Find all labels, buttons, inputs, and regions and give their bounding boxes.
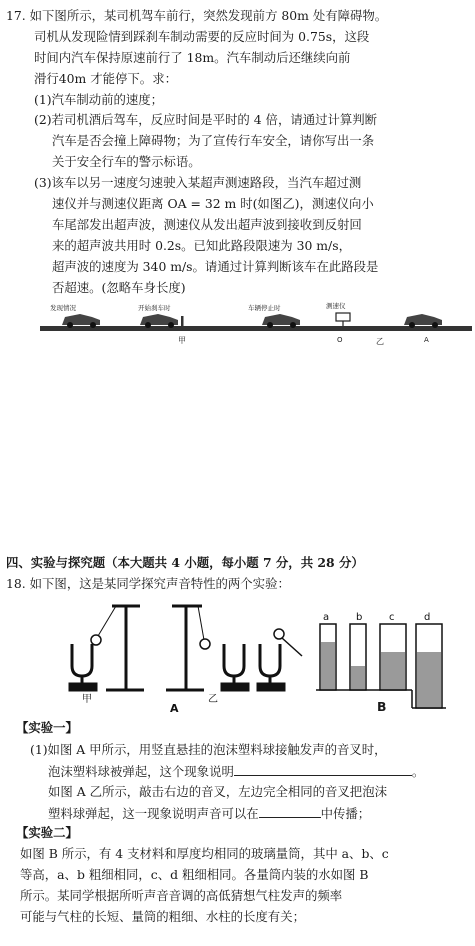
label-brake-start: 开始刹车时 <box>138 304 171 312</box>
cylinder-d <box>416 624 442 708</box>
exp1-line-4-tail: 中传播； <box>320 806 371 821</box>
obstacle-post <box>181 316 184 326</box>
cylinder-label-b: b <box>356 612 363 623</box>
cylinder-b <box>350 624 366 690</box>
q17-subq-1: (1)汽车制动前的速度； <box>34 92 164 107</box>
exp1-line-4-text: 塑料球弹起，这一现象说明声音可以在 <box>48 806 259 821</box>
exp1-title: 【实验一】 <box>16 720 78 735</box>
q17-subq-2: (2)若司机酒后驾车，反应时间是平时的 4 倍，请通过计算判断 <box>34 112 378 127</box>
caption-jia: 甲 <box>178 336 186 345</box>
point-o: O <box>337 336 343 344</box>
exp2-line-2: 等高，a、b 粗细相同，c、d 粗细相同。各量筒内装的水如图 B <box>20 867 369 882</box>
fig-a-label: A <box>170 702 179 712</box>
q17-subq-2-line-3: 关于安全行车的警示标语。 <box>52 154 201 169</box>
stand-2 <box>166 606 204 690</box>
label-stopped: 车辆停止时 <box>248 304 281 312</box>
q17-subq-3-line-2: 速仪并与测速仪距离 OA = 32 m 时(如图乙)，测速仪向小 <box>52 196 374 211</box>
stand-1 <box>106 606 144 690</box>
exp2-title: 【实验二】 <box>16 825 78 840</box>
label-found: 发现情况 <box>50 304 76 312</box>
string-2 <box>198 606 204 640</box>
exp1-line-4 <box>48 803 475 824</box>
caption-yi: 乙 <box>376 337 384 346</box>
q17-subq-3-line-4: 来的超声波共用时 0.2s。已知此路段限速为 30 m/s， <box>52 238 351 253</box>
answer-blank-2[interactable] <box>259 803 321 818</box>
point-a: A <box>424 336 429 344</box>
car-icon-4 <box>404 314 442 328</box>
q17-road-figure <box>40 298 472 350</box>
q17-line-4: 滑行40m 才能停下。求： <box>34 71 177 86</box>
tuning-fork-icon-3 <box>258 644 284 690</box>
q17-subq-3: (3)该车以另一速度匀速驶入某超声测速路段，当汽车超过测 <box>34 175 362 190</box>
q17-subq-3-line-6: 否超速。(忽略车身长度) <box>52 280 186 295</box>
figure-a-tuning-forks <box>58 596 308 712</box>
cylinder-c <box>380 624 406 690</box>
exp1-line-3: 如图 A 乙所示，敲击右边的音叉，左边完全相同的音叉把泡沫 <box>48 784 387 799</box>
car-icon-2 <box>140 314 178 328</box>
mallet-icon <box>274 629 302 656</box>
exp1-line-2-text: 泡沫塑料球被弹起，这个现象说明 <box>48 764 234 779</box>
speed-gun-icon <box>336 313 350 326</box>
exp1-period: 。 <box>411 764 425 779</box>
fig-a-yi: 乙 <box>208 694 218 705</box>
fig-b-label: B <box>377 699 387 714</box>
cylinder-label-a: a <box>323 612 330 623</box>
cylinder-label-c: c <box>389 612 395 623</box>
road <box>40 326 472 331</box>
q17-line-2: 司机从发现险情到踩刹车制动需要的反应时间为 0.75s，这段 <box>34 29 370 44</box>
tuning-fork-icon-2 <box>222 644 248 690</box>
q18-intro: 18. 如下图，这是某同学探究声音特性的两个实验： <box>6 576 290 591</box>
foam-ball-1 <box>91 635 101 645</box>
car-icon-3 <box>262 314 300 328</box>
label-speed-gun: 测速仪 <box>326 302 346 310</box>
cylinder-a <box>320 624 336 690</box>
car-icon-1 <box>62 314 100 328</box>
exp2-line-3: 所示。某同学根据所听声音音调的高低猜想气柱发声的频率 <box>20 888 343 903</box>
exp1-line-2 <box>48 761 475 782</box>
q17-subq-3-line-5: 超声波的速度为 340 m/s。请通过计算判断该车在此路段是 <box>52 259 379 274</box>
foam-ball-2 <box>200 639 210 649</box>
q17-line-1: 17. 如下图所示，某司机驾车前行，突然发现前方 80m 处有障碍物。 <box>6 8 388 23</box>
exp2-line-1: 如图 B 所示，有 4 支材料和厚度均相同的玻璃量筒，其中 a、b、c <box>20 846 389 861</box>
fig-a-jia: 甲 <box>82 694 92 705</box>
tuning-fork-icon-1 <box>70 644 96 690</box>
q17-subq-3-line-3: 车尾部发出超声波，测速仪从发出超声波到接收到反射回 <box>52 217 362 232</box>
cylinder-label-d: d <box>424 612 431 623</box>
exp2-line-4: 可能与气柱的长短、量筒的粗细、水柱的长度有关； <box>20 909 305 924</box>
exp1-line-1: (1)如图 A 甲所示，用竖直悬挂的泡沫塑料球接触发声的音叉时， <box>30 742 387 757</box>
q17-line-3: 时间内汽车保持原速前行了 18m。汽车制动后还继续向前 <box>34 50 351 65</box>
string-1 <box>98 606 116 636</box>
answer-blank-1[interactable] <box>234 761 412 776</box>
q17-subq-2-line-2: 汽车是否会撞上障碍物；为了宣传行车安全，请你写出一条 <box>52 133 375 148</box>
section-4-title: 四、实验与探究题（本大题共 4 小题，每小题 7 分，共 28 分） <box>6 555 364 570</box>
